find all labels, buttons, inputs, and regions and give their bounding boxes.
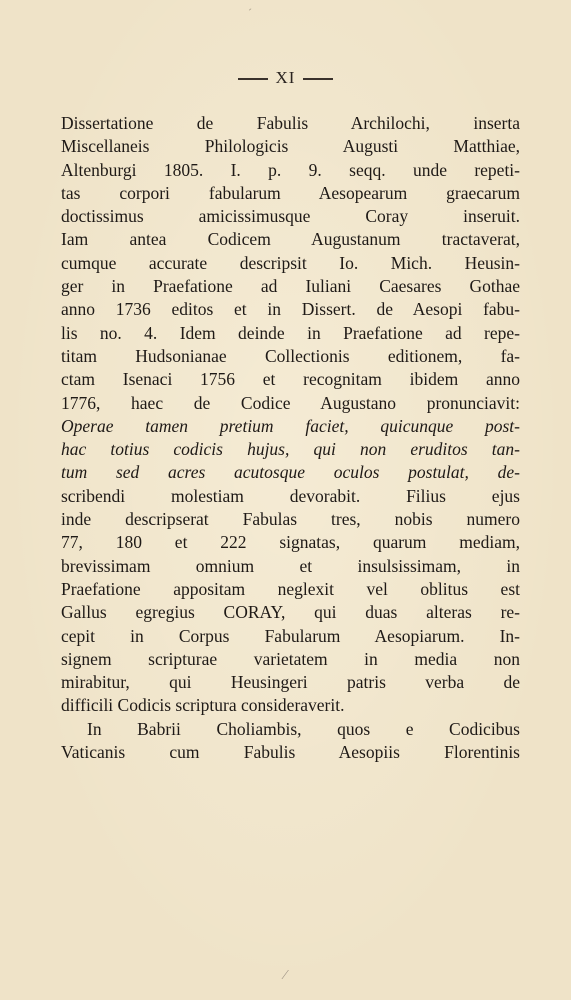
text-line: Praefatione appositam neglexit vel oblitus est xyxy=(61,578,520,599)
text-line: cumque accurate descripsit Io. Mich. Heusin- xyxy=(61,252,520,273)
text-line: In Babrii Choliambis, quos e Codicibus xyxy=(87,718,520,739)
page-number: XI xyxy=(275,68,296,87)
text-line: 1776, haec de Codice Augustano pronunciavit: xyxy=(61,392,520,413)
text-line: 77, 180 et 222 signatas, quarum mediam, xyxy=(61,532,520,553)
text-line: doctissimus amicissimusque Coray inseruit. xyxy=(61,206,520,227)
header-rule-right xyxy=(303,78,333,80)
text-line: inde descripserat Fabulas tres, nobis numero xyxy=(61,509,520,530)
text-line: mirabitur, qui Heusingeri patris verba de xyxy=(61,672,520,693)
page-header xyxy=(0,68,571,88)
text-line: Gallus egregius CORAY, qui duas alteras re- xyxy=(61,602,520,623)
text-line: difficili Codicis scriptura consideraverit. xyxy=(61,695,345,716)
text-line: Iam antea Codicem Augustanum tractaverat, xyxy=(61,229,520,250)
text-line: Altenburgi 1805. I. p. 9. seqq. unde repeti- xyxy=(61,159,520,180)
text-line: Miscellaneis Philologicis Augusti Matthiae, xyxy=(61,136,520,157)
ink-mark: ⁄ xyxy=(284,968,287,983)
header-rule-left xyxy=(238,78,268,80)
text-line-quote: tum sed acres acutosque oculos postulat, de- xyxy=(61,462,520,483)
text-line: brevissimam omnium et insulsissimam, in xyxy=(61,555,520,576)
text-line: cepit in Corpus Fabularum Aesopiarum. In- xyxy=(61,625,520,646)
text-line: signem scripturae varietatem in media non xyxy=(61,648,520,669)
text-line: ctam Isenaci 1756 et recognitam ibidem anno xyxy=(61,369,520,390)
text-line: Dissertatione de Fabulis Archilochi, inserta xyxy=(61,113,520,133)
body-text xyxy=(61,112,520,764)
text-line: anno 1736 editos et in Dissert. de Aesopi fabu- xyxy=(61,299,520,320)
text-line: lis no. 4. Idem deinde in Praefatione ad repe- xyxy=(61,322,520,343)
text-line: tas corpori fabularum Aesopearum graecarum xyxy=(61,182,520,203)
text-line-quote: hac totius codicis hujus, qui non eruditos tan- xyxy=(61,439,520,460)
text-line: Vaticanis cum Fabulis Aesopiis Florentinis xyxy=(61,742,520,763)
text-line: ger in Praefatione ad Iuliani Caesares Gothae xyxy=(61,276,520,297)
text-line-quote: Operae tamen pretium faciet, quicunque post- xyxy=(61,415,520,436)
ink-mark: ˊ xyxy=(248,6,252,20)
text-line: scribendi molestiam devorabit. Filius ejus xyxy=(61,485,520,506)
text-line: titam Hudsonianae Collectionis editionem, fa- xyxy=(61,345,520,366)
